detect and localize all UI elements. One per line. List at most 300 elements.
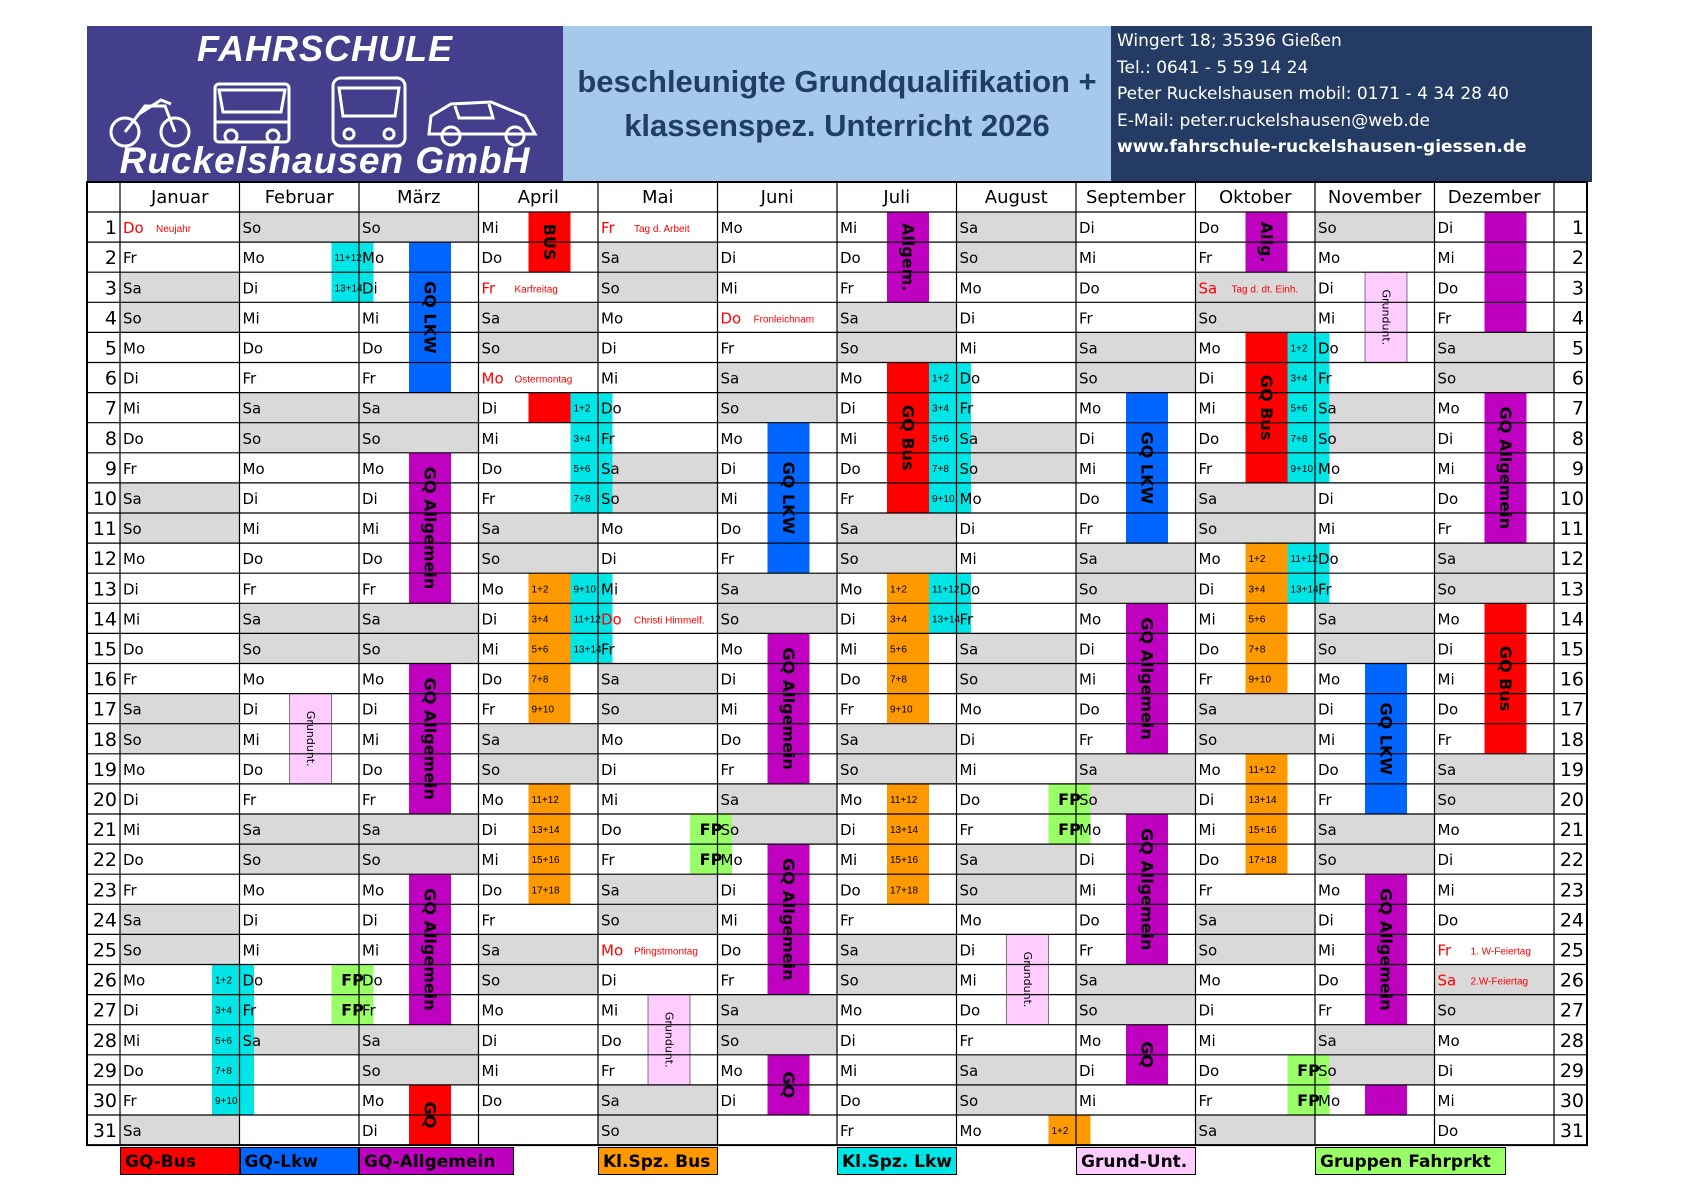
weekday-label: Mi (362, 309, 380, 328)
weekday-label: Mo (362, 1091, 385, 1110)
weekday-label: Mi (242, 520, 260, 539)
weekday-label: Mi (1198, 610, 1216, 629)
day-number-right: 30 (1559, 1089, 1584, 1112)
month-header: Juni (760, 187, 794, 208)
day-number-left: 11 (92, 518, 117, 541)
weekday-label: Mo (1318, 670, 1341, 689)
lesson-number-label: 13+14 (334, 283, 363, 295)
lesson-number-label: 5+6 (890, 644, 907, 656)
weekday-label: Do (362, 550, 383, 569)
weekday-label: Fr (959, 821, 974, 840)
weekday-label: So (1318, 1061, 1337, 1080)
weekday-label: Di (1079, 219, 1095, 238)
weekday-label: Mi (362, 730, 380, 749)
weekday-label: Do (1198, 219, 1220, 238)
day-number-right: 13 (1559, 578, 1584, 601)
weekday-label: Mi (242, 730, 260, 749)
weekday-label: So (1198, 730, 1218, 749)
weekday-label: Mo (601, 309, 624, 328)
weekday-label: Mo (959, 279, 982, 298)
weekday-label: Fr (1318, 1001, 1332, 1020)
weekday-label: Fr (242, 1001, 257, 1020)
weekday-label: Di (362, 911, 378, 930)
weekday-label: Mi (959, 971, 977, 990)
weekday-label: Di (720, 881, 737, 900)
day-number-right: 12 (1559, 548, 1584, 571)
lesson-number-label: 1+2 (932, 373, 949, 385)
fp-label: FP (699, 850, 723, 870)
block-label: GQ Allgemein (420, 888, 440, 1011)
lesson-number-label: 11+12 (932, 584, 960, 596)
legend-gq-allgemein: GQ-Allgemein (359, 1147, 514, 1175)
block-label: GQ Allgemein (1137, 828, 1157, 951)
weekday-label: Di (1198, 790, 1215, 809)
weekday-label: Do (720, 941, 742, 960)
day-number-left: 8 (104, 427, 117, 450)
weekday-label: Mo (840, 369, 863, 388)
logo-line-1: FAHRSCHULE (196, 28, 453, 69)
weekday-label: Do (720, 730, 742, 749)
weekday-label: Di (601, 550, 617, 569)
lesson-number-label: 3+4 (215, 1005, 232, 1017)
weekday-label: Fr (1437, 520, 1452, 539)
lesson-number-label: 9+10 (890, 704, 913, 716)
weekday-label: Di (1437, 429, 1454, 448)
day-number-right: 18 (1559, 728, 1584, 751)
day-number-right: 16 (1559, 668, 1584, 691)
weekday-label: Mi (1318, 309, 1336, 328)
weekday-label: Fr (481, 700, 496, 719)
weekday-label: So (959, 249, 979, 268)
weekday-label: Do (959, 580, 981, 599)
weekday-label: So (1318, 640, 1337, 659)
day-number-left: 9 (104, 457, 117, 480)
weekday-label: Mo (959, 1122, 982, 1141)
weekday-label: Mo (1079, 399, 1102, 418)
weekday-label: Mi (1318, 941, 1336, 960)
weekday-label: Fr (481, 489, 496, 508)
weekday-label: Mo (481, 790, 504, 809)
weekday-label: Sa (601, 881, 620, 900)
day-number-left: 29 (92, 1059, 117, 1082)
weekday-label: So (123, 520, 142, 539)
weekday-label: Sa (1318, 1031, 1337, 1050)
lesson-number-label: 15+16 (890, 855, 919, 867)
weekday-label: Mo (362, 881, 385, 900)
weekday-label: Fr (1318, 580, 1332, 599)
day-number-left: 20 (92, 788, 117, 811)
contact-mobile: Peter Ruckelshausen mobil: 0171 - 4 34 28 40 (1117, 84, 1509, 104)
weekday-label: Sa (601, 670, 620, 689)
lesson-number-label: 13+14 (932, 614, 961, 626)
block-label: Grundunt. (304, 710, 317, 767)
weekday-label: Fr (481, 279, 496, 298)
gq-allgemein-block (1365, 1085, 1407, 1115)
day-number-left: 15 (92, 638, 117, 661)
day-number-right: 7 (1571, 397, 1584, 420)
lesson-number-label: 5+6 (573, 463, 591, 475)
weekday-label: Do (1318, 971, 1339, 990)
weekday-label: Mi (840, 1061, 858, 1080)
weekday-label: Fr (123, 249, 137, 268)
lesson-number-label: 9+10 (1248, 674, 1272, 686)
day-number-right: 15 (1559, 638, 1584, 661)
weekday-label: Fr (1079, 520, 1093, 539)
weekday-label: Di (1079, 640, 1095, 659)
weekday-label: Mi (1437, 249, 1455, 268)
weekday-label: Fr (1318, 790, 1332, 809)
weekday-label: Mo (242, 670, 265, 689)
weekday-label: So (242, 851, 262, 870)
lesson-number-label: 1+2 (1051, 1126, 1069, 1138)
lesson-number-label: 15+16 (531, 855, 560, 867)
fp-label: FP (341, 1000, 364, 1020)
day-number-right: 14 (1559, 608, 1584, 631)
weekday-label: Di (362, 279, 378, 298)
weekday-label: So (959, 670, 979, 689)
weekday-label: Mi (720, 911, 738, 930)
weekday-label: So (1079, 369, 1098, 388)
day-number-right: 22 (1559, 849, 1584, 872)
weekday-label: Mi (481, 1061, 499, 1080)
weekday-label: Do (1079, 700, 1100, 719)
weekday-label: Fr (1437, 309, 1452, 328)
fp-label: FP (1297, 1090, 1320, 1110)
weekday-label: Sa (123, 911, 142, 930)
weekday-label: Sa (720, 580, 740, 599)
weekday-label: Fr (123, 459, 137, 478)
lesson-number-label: 7+8 (531, 674, 549, 686)
weekday-label: Mo (840, 580, 863, 599)
weekday-label: Mi (123, 610, 141, 629)
weekday-label: Do (123, 640, 144, 659)
weekday-label: Di (1198, 580, 1215, 599)
month-header: Dezember (1447, 187, 1541, 208)
weekday-label: Sa (1198, 1122, 1218, 1141)
day-number-left: 21 (92, 819, 117, 842)
day-number-right: 29 (1559, 1059, 1584, 1082)
lesson-number-label: 3+4 (890, 614, 907, 626)
holiday-label: Ostermontag (514, 374, 573, 386)
weekday-label: Mo (720, 429, 743, 448)
weekday-label: Fr (242, 369, 257, 388)
weekday-label: Mi (1079, 670, 1097, 689)
day-number-left: 23 (92, 879, 117, 902)
weekday-label: Mo (959, 489, 982, 508)
day-number-right: 23 (1559, 879, 1584, 902)
weekday-label: Do (1198, 851, 1220, 870)
weekday-label: Mo (601, 730, 624, 749)
weekday-label: Di (123, 580, 139, 599)
weekday-label: Do (1079, 279, 1100, 298)
month-header: Oktober (1218, 187, 1292, 208)
lesson-number-label: 9+10 (932, 493, 955, 505)
weekday-label: Mo (1437, 1031, 1460, 1050)
lesson-number-label: 3+4 (1290, 373, 1308, 385)
day-number-left: 30 (92, 1089, 117, 1112)
weekday-label: Mi (481, 640, 499, 659)
weekday-label: Di (1437, 851, 1454, 870)
weekday-label: Sa (1437, 760, 1457, 779)
weekday-label: Sa (959, 640, 979, 659)
lesson-number-label: 5+6 (531, 644, 549, 656)
weekday-label: Di (959, 941, 976, 960)
weekday-label: Mo (601, 941, 624, 960)
weekday-label: Fr (840, 911, 854, 930)
lesson-number-label: 13+14 (890, 825, 919, 837)
weekday-label: So (601, 700, 620, 719)
weekday-label: So (1198, 941, 1218, 960)
weekday-label: Mo (959, 700, 982, 719)
legend-fp: Gruppen Fahrprkt (1315, 1147, 1506, 1175)
day-number-right: 19 (1559, 758, 1584, 781)
legend-kl-spz-bus: Kl.Spz. Bus (598, 1147, 718, 1175)
day-number-right: 27 (1559, 999, 1584, 1022)
day-number-left: 12 (92, 548, 117, 571)
weekday-label: So (1318, 219, 1337, 238)
weekday-label: So (1318, 429, 1337, 448)
weekday-label: Mo (1318, 881, 1341, 900)
weekday-label: So (362, 429, 381, 448)
weekday-label: Mo (242, 249, 265, 268)
weekday-label: Fr (1437, 941, 1452, 960)
weekday-label: Do (1318, 339, 1339, 358)
lesson-number-label: 5+6 (215, 1035, 232, 1047)
weekday-label: Fr (123, 881, 137, 900)
holiday-label: 1. W-Feiertag (1470, 946, 1531, 958)
block-label: GQ LKW (420, 281, 440, 354)
weekday-label: Mo (1318, 1091, 1341, 1110)
day-number-right: 28 (1559, 1029, 1584, 1052)
weekday-label: Di (959, 730, 976, 749)
weekday-label: So (1079, 580, 1098, 599)
weekday-label: Fr (1198, 1091, 1213, 1110)
weekday-label: Do (362, 339, 383, 358)
day-number-right: 9 (1571, 457, 1584, 480)
lesson-number-label: 1+2 (1248, 554, 1266, 566)
weekday-label: Di (840, 1031, 856, 1050)
block-label: GQ LKW (779, 461, 798, 535)
weekday-label: Sa (1437, 971, 1457, 990)
weekday-label: Di (1079, 429, 1095, 448)
weekday-label: Sa (840, 520, 859, 539)
weekday-label: Do (1318, 550, 1339, 569)
day-number-right: 6 (1571, 367, 1584, 390)
block-label: GQ Bus (1496, 645, 1515, 712)
weekday-label: So (362, 851, 381, 870)
weekday-label: Di (481, 610, 498, 629)
lesson-number-label: 11+12 (1290, 554, 1318, 566)
weekday-label: Mi (1437, 881, 1455, 900)
lesson-number-label: 13+14 (1290, 584, 1319, 596)
lesson-number-label: 5+6 (1248, 614, 1266, 626)
weekday-label: Fr (840, 279, 854, 298)
weekday-label: Fr (1079, 941, 1093, 960)
block-label: GQ Allgemein (420, 466, 440, 590)
day-number-right: 10 (1559, 487, 1584, 510)
weekday-label: Sa (1318, 610, 1337, 629)
day-number-left: 19 (92, 758, 117, 781)
contact-website[interactable]: www.fahrschule-ruckelshausen-giessen.de (1117, 137, 1527, 157)
weekday-label: Do (481, 881, 503, 900)
weekday-label: Mo (123, 550, 146, 569)
contact-address: Wingert 18; 35396 Gießen (1117, 31, 1342, 51)
day-number-left: 1 (104, 217, 117, 240)
day-number-left: 31 (92, 1120, 117, 1143)
weekday-label: Fr (1198, 249, 1213, 268)
weekday-label: Mo (1079, 821, 1102, 840)
weekday-label: Mi (123, 1031, 141, 1050)
weekday-label: Fr (840, 489, 854, 508)
weekday-label: Di (601, 760, 617, 779)
weekday-label: Mi (481, 429, 499, 448)
lesson-number-label: 7+8 (215, 1065, 232, 1077)
weekday-label: Fr (123, 670, 137, 689)
lesson-number-label: 13+14 (531, 825, 560, 837)
weekday-label: Sa (1079, 760, 1098, 779)
lesson-number-label: 1+2 (531, 584, 549, 596)
weekday-label: So (123, 309, 142, 328)
holiday-label: Fronleichnam (753, 314, 815, 326)
day-number-right: 25 (1559, 939, 1584, 962)
weekday-label: Mo (362, 459, 385, 478)
weekday-label: Sa (720, 1001, 740, 1020)
weekday-label: Do (1079, 489, 1100, 508)
day-number-left: 22 (92, 849, 117, 872)
lesson-number-label: 15+16 (1248, 825, 1277, 837)
weekday-label: Do (242, 760, 264, 779)
weekday-label: Sa (1079, 971, 1098, 990)
weekday-label: So (242, 429, 262, 448)
weekday-label: Sa (1198, 279, 1218, 298)
weekday-label: So (1079, 1001, 1098, 1020)
weekday-label: Sa (601, 1091, 620, 1110)
day-number-right: 31 (1559, 1120, 1584, 1143)
fp-label: FP (1297, 1060, 1320, 1080)
weekday-label: Mi (1079, 1091, 1097, 1110)
weekday-label: Mo (720, 640, 743, 659)
day-number-right: 4 (1571, 307, 1584, 330)
month-header: Mai (641, 187, 674, 208)
lesson-number-label: 9+10 (531, 704, 555, 716)
fp-label: FP (341, 970, 364, 990)
weekday-label: Di (1198, 369, 1215, 388)
weekday-label: Do (481, 249, 503, 268)
weekday-label: Sa (1198, 700, 1218, 719)
weekday-label: Do (601, 610, 622, 629)
weekday-label: Fr (601, 851, 615, 870)
weekday-label: Do (959, 1001, 981, 1020)
block-label: BUS (540, 223, 559, 261)
weekday-label: Di (242, 911, 259, 930)
day-number-left: 27 (92, 999, 117, 1022)
weekday-label: Mi (959, 550, 977, 569)
weekday-label: Mi (123, 821, 141, 840)
weekday-label: Fr (481, 911, 496, 930)
weekday-label: Sa (959, 1061, 979, 1080)
lesson-number-label: 7+8 (573, 493, 591, 505)
weekday-label: So (1437, 580, 1457, 599)
weekday-label: Di (1198, 1001, 1215, 1020)
logo-line-2: Ruckelshausen GmbH (119, 140, 531, 181)
weekday-label: So (242, 219, 262, 238)
day-number-left: 25 (92, 939, 117, 962)
weekday-label: Do (840, 881, 861, 900)
weekday-label: Mi (840, 851, 858, 870)
holiday-label: Tag d. Arbeit (634, 224, 690, 236)
weekday-label: Mi (1318, 520, 1336, 539)
weekday-label: Sa (840, 941, 859, 960)
weekday-label: So (601, 911, 620, 930)
lesson-number-label: 7+8 (1290, 433, 1308, 445)
weekday-label: Mi (1079, 459, 1097, 478)
weekday-label: Do (1437, 279, 1459, 298)
lesson-number-label: 1+2 (573, 403, 591, 415)
weekday-label: Di (840, 821, 856, 840)
month-header: April (517, 187, 559, 208)
weekday-label: Mi (362, 941, 380, 960)
day-number-right: 11 (1559, 518, 1584, 541)
weekday-label: Mi (1437, 1091, 1455, 1110)
weekday-label: Do (1318, 760, 1339, 779)
weekday-label: So (720, 399, 740, 418)
block-label: Allg. (1257, 221, 1276, 263)
weekday-label: Fr (720, 550, 735, 569)
weekday-label: Mo (720, 1061, 743, 1080)
day-number-right: 8 (1571, 427, 1584, 450)
weekday-label: Fr (959, 610, 974, 629)
lesson-number-label: 7+8 (890, 674, 907, 686)
weekday-label: So (481, 550, 501, 569)
weekday-label: So (601, 489, 620, 508)
weekday-label: Di (720, 249, 737, 268)
weekday-label: Sa (959, 851, 979, 870)
month-header: September (1086, 187, 1186, 208)
day-number-left: 7 (104, 397, 117, 420)
weekday-label: Do (123, 851, 144, 870)
lesson-number-label: 7+8 (932, 463, 949, 475)
block-label: Grundunt. (1379, 289, 1393, 346)
weekday-label: So (362, 640, 381, 659)
lesson-number-label: 3+4 (932, 403, 949, 415)
weekday-label: Mo (840, 1001, 863, 1020)
weekday-label: Di (840, 610, 856, 629)
weekday-label: Do (123, 219, 144, 238)
block-label: GQ Allgemein (420, 677, 440, 800)
day-number-right: 24 (1559, 909, 1584, 932)
weekday-label: Do (1079, 911, 1100, 930)
weekday-label: Do (362, 971, 383, 990)
weekday-label: Di (242, 489, 259, 508)
weekday-label: Mo (362, 249, 385, 268)
lesson-number-label: 13+14 (1248, 794, 1277, 806)
weekday-label: Mi (720, 279, 738, 298)
weekday-label: Di (362, 1122, 378, 1141)
title-line-1: beschleunigte Grundqualifikation + (577, 64, 1097, 99)
day-number-left: 13 (92, 578, 117, 601)
day-number-left: 5 (104, 337, 117, 360)
weekday-label: Fr (362, 580, 376, 599)
weekday-label: Do (242, 339, 264, 358)
month-header: November (1327, 187, 1422, 208)
weekday-label: Fr (1198, 881, 1213, 900)
weekday-label: Sa (481, 309, 501, 328)
fp-label: FP (1058, 820, 1081, 840)
weekday-label: Do (840, 249, 861, 268)
weekday-label: Fr (959, 399, 974, 418)
weekday-label: So (720, 610, 740, 629)
block-label: Grundunt. (662, 1011, 676, 1068)
